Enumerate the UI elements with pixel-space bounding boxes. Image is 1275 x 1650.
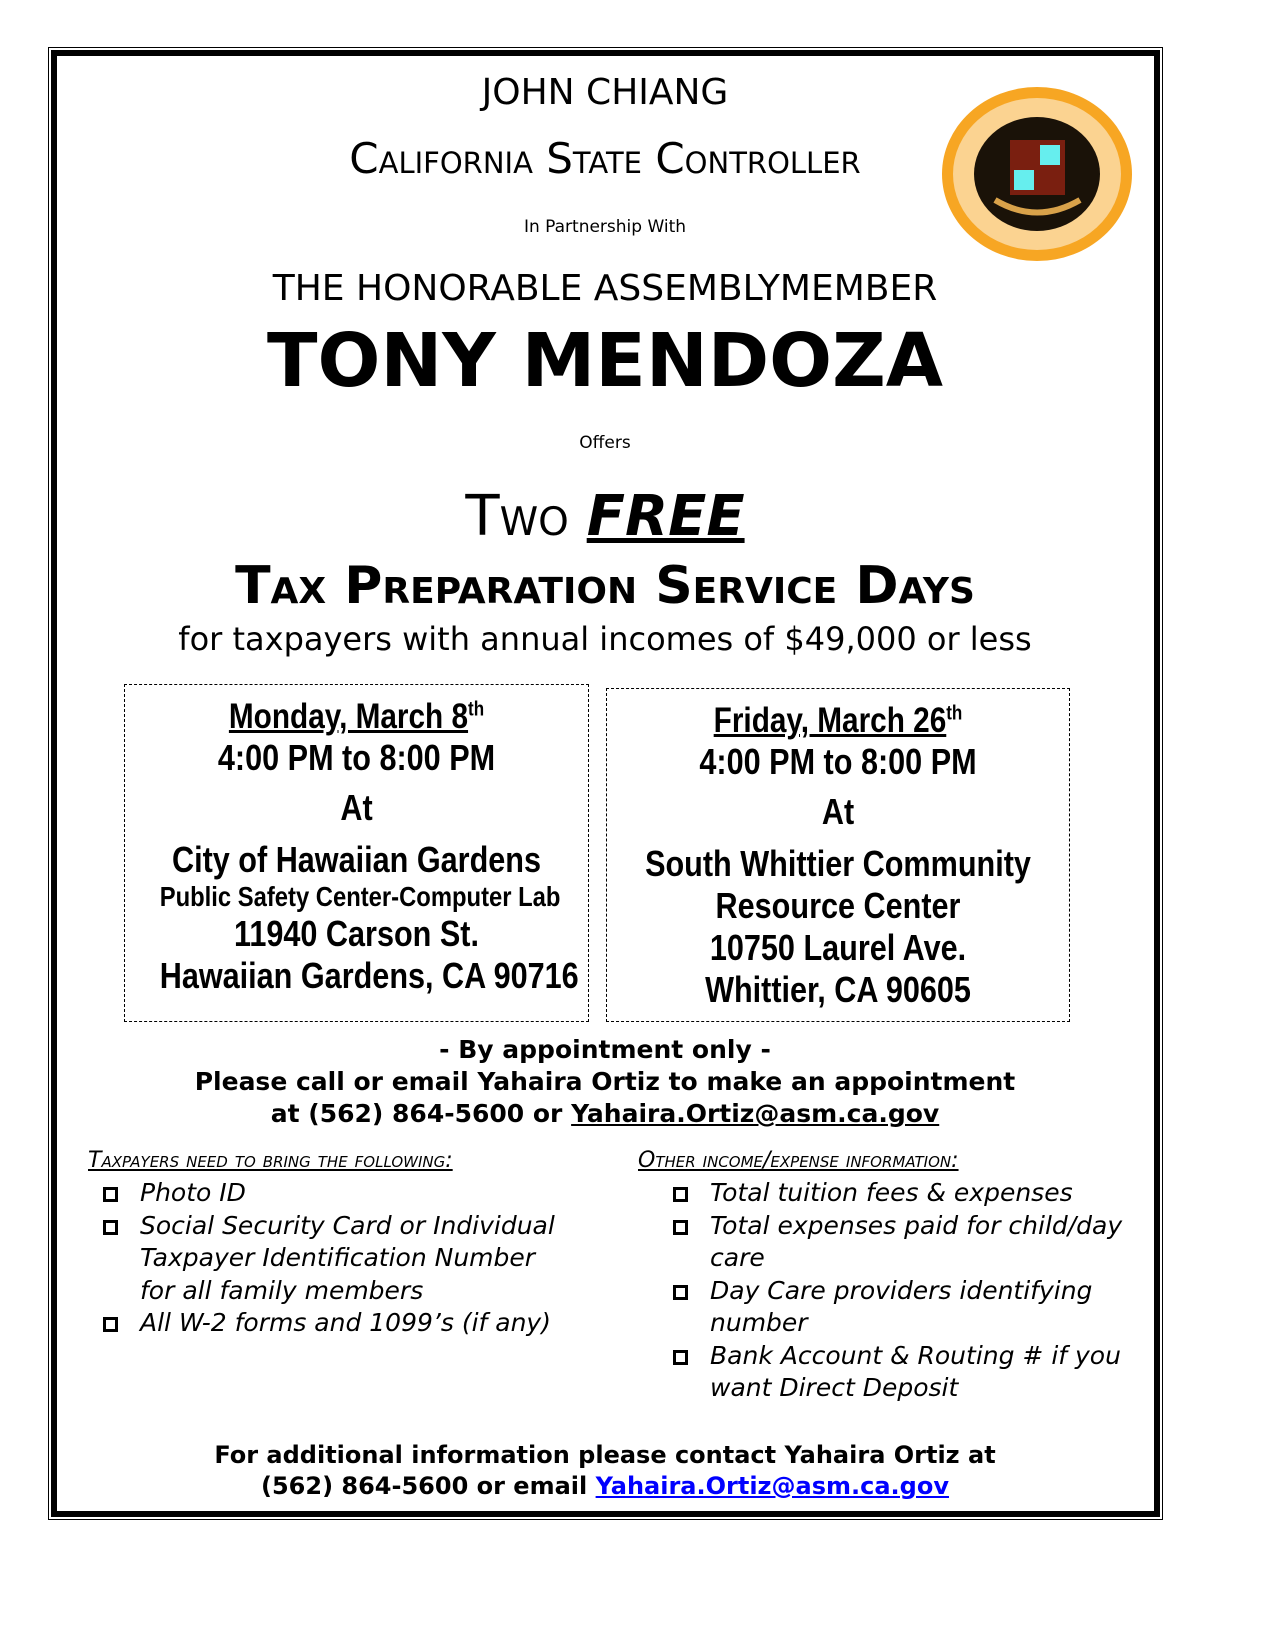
event-city: Hawaiian Gardens, CA 90716 [159, 955, 579, 996]
list-item: All W-2 forms and 1099’s (if any) [104, 1307, 574, 1340]
bullet-icon [674, 1221, 687, 1234]
event-date: Friday, March 26 [713, 701, 947, 740]
appointment-only: - By appointment only - [439, 1035, 771, 1064]
controller-title: California State Controller [349, 134, 861, 183]
event-venue: City of Hawaiian Gardens [171, 839, 541, 880]
list-item: Photo ID [104, 1177, 574, 1210]
event-street: 10750 Laurel Ave. [709, 927, 967, 968]
other-heading: Other income/expense information: [638, 1148, 959, 1173]
list-item: Bank Account & Routing # if you want Direct Deposit [674, 1340, 1124, 1405]
member-name: TONY MENDOZA [266, 318, 944, 404]
list-item: Social Security Card or Individual Taxpayer Identification Number for all family members [104, 1210, 574, 1308]
footer-phone: (562) 864-5600 or email [261, 1472, 596, 1500]
event-time: 4:00 PM to 8:00 PM [217, 737, 496, 778]
event-street: 11940 Carson St. [234, 913, 479, 954]
date-suffix: th [468, 698, 485, 721]
footer-email-link[interactable]: Yahaira.Ortiz@asm.ca.gov [595, 1472, 949, 1500]
event-venue-sub: Public Safety Center-Computer Lab [159, 881, 561, 912]
bullet-icon [104, 1188, 117, 1201]
bring-heading: Taxpayers need to bring the following: [88, 1148, 453, 1173]
event-time: 4:00 PM to 8:00 PM [699, 741, 977, 782]
bullet-icon [674, 1351, 687, 1364]
bullet-icon [674, 1286, 687, 1299]
bullet-icon [104, 1221, 117, 1234]
list-item: Day Care providers identifying number [674, 1275, 1124, 1340]
appointment-instructions: Please call or email Yahaira Ortiz to make an appointment [194, 1067, 1016, 1096]
offers-text: Offers [579, 433, 631, 453]
event-box-2 [606, 688, 1070, 1022]
footer-contact [0, 1440, 1210, 1502]
date-suffix: th [946, 702, 963, 725]
event-venue-sub: Resource Center [715, 885, 961, 926]
eligibility-text: for taxpayers with annual incomes of $49,000 or less [178, 620, 1032, 658]
appointment-block [0, 1034, 1210, 1130]
list-item: Total tuition fees & expenses [674, 1177, 1124, 1210]
event-city: Whittier, CA 90605 [705, 969, 971, 1010]
event-at: At [340, 787, 373, 828]
headline-service-days: Tax Preparation Service Days [235, 556, 975, 616]
honorific: THE HONORABLE ASSEMBLYMEMBER [272, 268, 938, 309]
footer-line: For additional information please contact Yahaira Ortiz at [214, 1441, 996, 1469]
event-at: At [821, 791, 855, 832]
list-item: Total expenses paid for child/day care [674, 1210, 1124, 1275]
assembly-seal [940, 85, 1135, 263]
other-list [674, 1177, 1124, 1405]
headline-two-free [0, 484, 1210, 549]
bullet-icon [104, 1318, 117, 1331]
bullet-icon [674, 1188, 687, 1201]
bring-list [104, 1177, 574, 1340]
event-venue: South Whittier Community [645, 843, 1031, 884]
event-box-1 [124, 684, 589, 1022]
two-text: Two [465, 484, 569, 549]
partnership-text: In Partnership With [523, 217, 687, 237]
controller-name: JOHN CHIANG [481, 72, 729, 113]
free-text: FREE [586, 484, 745, 549]
event-date: Monday, March 8 [228, 697, 469, 736]
appointment-phone: at (562) 864-5600 or [270, 1099, 572, 1128]
appointment-email-link[interactable]: Yahaira.Ortiz@asm.ca.gov [571, 1099, 940, 1128]
